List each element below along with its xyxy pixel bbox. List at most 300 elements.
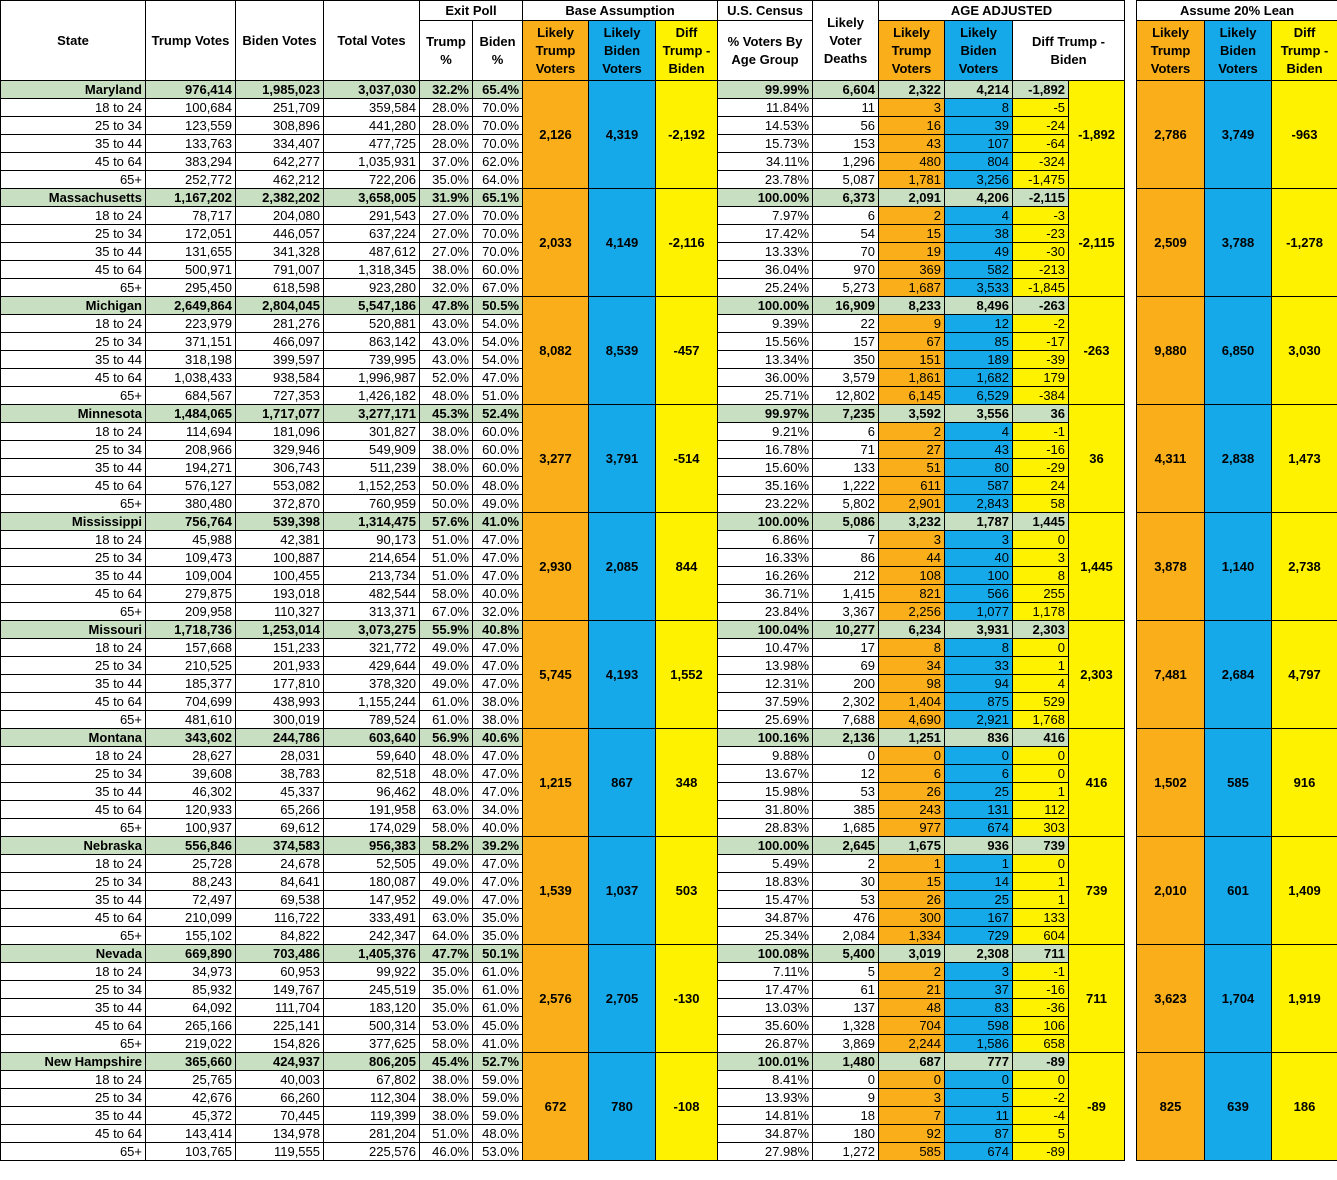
age-group: 35 to 44 [1,243,146,261]
adj-likely-trump: 2,256 [879,603,945,621]
adj-diff: 0 [1013,1071,1069,1089]
exit-trump-pct: 43.0% [420,351,473,369]
census-pct: 13.03% [718,999,813,1017]
biden-votes: 374,583 [236,837,324,855]
total-votes: 291,543 [324,207,420,225]
exit-trump-pct: 35.0% [420,999,473,1017]
adj-likely-biden: 1,682 [945,369,1013,387]
exit-trump-pct: 50.0% [420,495,473,513]
adj-likely-biden: 936 [945,837,1013,855]
voter-deaths: 7 [813,531,879,549]
adj-diff: 5 [1013,1125,1069,1143]
voter-deaths: 7,235 [813,405,879,423]
voter-deaths: 56 [813,117,879,135]
exit-trump-pct: 64.0% [420,927,473,945]
biden-votes: 1,985,023 [236,81,324,99]
census-pct: 34.11% [718,153,813,171]
adj-likely-biden: 25 [945,891,1013,909]
adj-likely-trump: 480 [879,153,945,171]
header-base-assumption: Base Assumption [523,1,718,21]
column-gap [1125,567,1137,585]
biden-votes: 341,328 [236,243,324,261]
census-pct: 100.00% [718,297,813,315]
voter-deaths: 0 [813,1071,879,1089]
census-pct: 16.78% [718,441,813,459]
trump-votes: 684,567 [146,387,236,405]
adj-diff: 3 [1013,549,1069,567]
exit-trump-pct: 51.0% [420,549,473,567]
total-votes: 549,909 [324,441,420,459]
voter-deaths: 70 [813,243,879,261]
base-likely-trump: 672 [523,1053,589,1161]
adj-likely-biden: 4 [945,423,1013,441]
adj-likely-trump: 2 [879,963,945,981]
biden-votes: 334,407 [236,135,324,153]
age-group: 65+ [1,819,146,837]
adj-likely-trump: 6,234 [879,621,945,639]
adj-diff-total: -263 [1069,297,1125,405]
total-votes: 180,087 [324,873,420,891]
voter-deaths: 3,367 [813,603,879,621]
trump-votes: 45,372 [146,1107,236,1125]
voter-deaths: 5,802 [813,495,879,513]
census-pct: 23.22% [718,495,813,513]
voter-deaths: 2,136 [813,729,879,747]
trump-votes: 120,933 [146,801,236,819]
column-gap [1125,117,1137,135]
exit-trump-pct: 28.0% [420,135,473,153]
trump-votes: 209,958 [146,603,236,621]
column-gap [1125,189,1137,207]
age-group: 45 to 64 [1,477,146,495]
voter-deaths: 385 [813,801,879,819]
total-votes: 511,239 [324,459,420,477]
adj-diff: 711 [1013,945,1069,963]
adj-likely-biden: 4,214 [945,81,1013,99]
census-pct: 100.01% [718,1053,813,1071]
total-votes: 637,224 [324,225,420,243]
exit-biden-pct: 50.1% [473,945,523,963]
adj-likely-trump: 6 [879,765,945,783]
total-votes: 477,725 [324,135,420,153]
voter-deaths: 3,579 [813,369,879,387]
adj-diff: -23 [1013,225,1069,243]
exit-trump-pct: 52.0% [420,369,473,387]
age-group: 18 to 24 [1,963,146,981]
column-gap [1125,963,1137,981]
adj-likely-trump: 98 [879,675,945,693]
voter-deaths: 6 [813,207,879,225]
adj-diff-total: 2,303 [1069,621,1125,729]
lean-likely-biden: 2,684 [1205,621,1272,729]
census-pct: 25.24% [718,279,813,297]
exit-biden-pct: 65.4% [473,81,523,99]
lean-likely-biden: 601 [1205,837,1272,945]
census-pct: 100.00% [718,189,813,207]
state-summary-row [1,837,1337,855]
census-pct: 25.34% [718,927,813,945]
table-body [1,81,1337,1161]
adj-likely-trump: 67 [879,333,945,351]
total-votes: 213,734 [324,567,420,585]
adj-likely-trump: 51 [879,459,945,477]
biden-votes: 204,080 [236,207,324,225]
exit-biden-pct: 51.0% [473,387,523,405]
age-group: 45 to 64 [1,693,146,711]
exit-trump-pct: 56.9% [420,729,473,747]
state-name: Nevada [1,945,146,963]
biden-votes: 116,722 [236,909,324,927]
total-votes: 119,399 [324,1107,420,1125]
trump-votes: 1,038,433 [146,369,236,387]
column-gap [1125,639,1137,657]
voter-deaths: 18 [813,1107,879,1125]
column-gap [1125,1143,1137,1161]
column-gap [1125,1125,1137,1143]
adj-diff: 1,178 [1013,603,1069,621]
adj-likely-biden: 167 [945,909,1013,927]
exit-trump-pct: 49.0% [420,657,473,675]
adj-diff-total: 36 [1069,405,1125,513]
column-gap [1125,549,1137,567]
voter-deaths: 1,328 [813,1017,879,1035]
trump-votes: 172,051 [146,225,236,243]
adj-diff: 658 [1013,1035,1069,1053]
adj-likely-trump: 1,251 [879,729,945,747]
exit-biden-pct: 59.0% [473,1107,523,1125]
state-summary-row [1,81,1337,99]
lean-likely-trump: 2,786 [1137,81,1205,189]
adj-likely-biden: 43 [945,441,1013,459]
total-votes: 1,035,931 [324,153,420,171]
age-group: 35 to 44 [1,783,146,801]
adj-likely-trump: 4,690 [879,711,945,729]
trump-votes: 219,022 [146,1035,236,1053]
base-likely-trump: 1,215 [523,729,589,837]
trump-votes: 46,302 [146,783,236,801]
adj-likely-trump: 2,244 [879,1035,945,1053]
adj-diff: 1 [1013,657,1069,675]
adj-likely-biden: 94 [945,675,1013,693]
exit-trump-pct: 27.0% [420,225,473,243]
adj-likely-trump: 15 [879,225,945,243]
age-group: 18 to 24 [1,423,146,441]
census-pct: 23.78% [718,171,813,189]
age-group: 18 to 24 [1,747,146,765]
adj-diff-total: -2,115 [1069,189,1125,297]
voter-deaths: 970 [813,261,879,279]
age-group: 65+ [1,1143,146,1161]
age-group: 65+ [1,1035,146,1053]
exit-trump-pct: 38.0% [420,261,473,279]
adj-diff: -2,115 [1013,189,1069,207]
header-base-trump: Likely Trump Voters [523,21,589,81]
biden-votes: 66,260 [236,1089,324,1107]
base-likely-trump: 2,126 [523,81,589,189]
column-gap [1125,1071,1137,1089]
adj-diff: -36 [1013,999,1069,1017]
column-gap [1125,819,1137,837]
voter-deaths: 157 [813,333,879,351]
adj-likely-trump: 34 [879,657,945,675]
exit-biden-pct: 35.0% [473,927,523,945]
exit-biden-pct: 61.0% [473,963,523,981]
adj-diff: 1,768 [1013,711,1069,729]
biden-votes: 201,933 [236,657,324,675]
trump-votes: 133,763 [146,135,236,153]
exit-biden-pct: 50.5% [473,297,523,315]
age-group: 45 to 64 [1,369,146,387]
trump-votes: 252,772 [146,171,236,189]
age-group: 45 to 64 [1,909,146,927]
biden-votes: 1,253,014 [236,621,324,639]
column-gap [1125,513,1137,531]
biden-votes: 149,767 [236,981,324,999]
base-diff: 348 [656,729,718,837]
adj-likely-biden: 6 [945,765,1013,783]
base-likely-biden: 2,085 [589,513,656,621]
column-gap [1125,603,1137,621]
voter-deaths: 200 [813,675,879,693]
total-votes: 3,037,030 [324,81,420,99]
state-summary-row [1,513,1337,531]
column-gap [1125,621,1137,639]
voter-deaths: 61 [813,981,879,999]
lean-diff: 2,738 [1272,513,1337,621]
adj-diff: -1,892 [1013,81,1069,99]
adj-likely-biden: 5 [945,1089,1013,1107]
age-group: 65+ [1,495,146,513]
adj-diff: -4 [1013,1107,1069,1125]
trump-votes: 103,765 [146,1143,236,1161]
adj-likely-biden: 566 [945,585,1013,603]
adj-diff: 58 [1013,495,1069,513]
adj-diff: 4 [1013,675,1069,693]
lean-diff: 3,030 [1272,297,1337,405]
adj-likely-biden: 37 [945,981,1013,999]
voter-deaths: 54 [813,225,879,243]
adj-likely-biden: 8 [945,639,1013,657]
exit-trump-pct: 48.0% [420,783,473,801]
trump-votes: 576,127 [146,477,236,495]
adj-diff: 106 [1013,1017,1069,1035]
total-votes: 99,922 [324,963,420,981]
age-group: 25 to 34 [1,333,146,351]
voter-deaths: 69 [813,657,879,675]
adj-diff-total: 739 [1069,837,1125,945]
trump-votes: 210,525 [146,657,236,675]
adj-diff: 1 [1013,873,1069,891]
column-gap [1125,477,1137,495]
census-pct: 13.98% [718,657,813,675]
exit-trump-pct: 49.0% [420,873,473,891]
total-votes: 313,371 [324,603,420,621]
age-group: 65+ [1,711,146,729]
column-gap [1125,927,1137,945]
column-gap [1125,441,1137,459]
column-gap [1125,351,1137,369]
age-group: 25 to 34 [1,1089,146,1107]
trump-votes: 64,092 [146,999,236,1017]
census-pct: 15.60% [718,459,813,477]
exit-trump-pct: 58.0% [420,585,473,603]
lean-likely-biden: 2,838 [1205,405,1272,513]
exit-trump-pct: 50.0% [420,477,473,495]
voter-deaths: 10,277 [813,621,879,639]
adj-likely-trump: 1,675 [879,837,945,855]
voter-deaths: 5,087 [813,171,879,189]
base-diff: -2,192 [656,81,718,189]
header-trump-votes: Trump Votes [146,1,236,81]
total-votes: 321,772 [324,639,420,657]
adj-likely-trump: 687 [879,1053,945,1071]
voter-deaths: 53 [813,783,879,801]
adj-likely-biden: 836 [945,729,1013,747]
base-likely-trump: 2,576 [523,945,589,1053]
voter-deaths: 86 [813,549,879,567]
age-group: 18 to 24 [1,207,146,225]
total-votes: 183,120 [324,999,420,1017]
adj-diff: -17 [1013,333,1069,351]
exit-trump-pct: 67.0% [420,603,473,621]
adj-likely-biden: 100 [945,567,1013,585]
trump-votes: 157,668 [146,639,236,657]
total-votes: 739,995 [324,351,420,369]
age-group: 25 to 34 [1,225,146,243]
total-votes: 214,654 [324,549,420,567]
trump-votes: 72,497 [146,891,236,909]
adj-likely-trump: 7 [879,1107,945,1125]
adj-likely-trump: 48 [879,999,945,1017]
exit-trump-pct: 49.0% [420,855,473,873]
age-group: 35 to 44 [1,999,146,1017]
lean-likely-biden: 3,749 [1205,81,1272,189]
census-pct: 6.86% [718,531,813,549]
exit-trump-pct: 37.0% [420,153,473,171]
adj-diff: -1 [1013,423,1069,441]
census-pct: 15.98% [718,783,813,801]
base-likely-trump: 2,930 [523,513,589,621]
census-pct: 17.42% [718,225,813,243]
total-votes: 96,462 [324,783,420,801]
exit-biden-pct: 48.0% [473,477,523,495]
trump-votes: 976,414 [146,81,236,99]
exit-trump-pct: 47.8% [420,297,473,315]
age-group: 25 to 34 [1,117,146,135]
adj-diff: 24 [1013,477,1069,495]
voter-deaths: 5,086 [813,513,879,531]
adj-diff: 416 [1013,729,1069,747]
adj-diff: 2,303 [1013,621,1069,639]
exit-biden-pct: 47.0% [473,369,523,387]
biden-votes: 466,097 [236,333,324,351]
adj-diff: 1 [1013,783,1069,801]
adj-likely-trump: 369 [879,261,945,279]
exit-biden-pct: 41.0% [473,513,523,531]
adj-likely-biden: 4 [945,207,1013,225]
voter-deaths: 12,802 [813,387,879,405]
census-pct: 18.83% [718,873,813,891]
biden-votes: 70,445 [236,1107,324,1125]
biden-votes: 84,822 [236,927,324,945]
exit-trump-pct: 38.0% [420,1107,473,1125]
voter-deaths: 30 [813,873,879,891]
exit-biden-pct: 39.2% [473,837,523,855]
column-gap [1125,999,1137,1017]
column-gap [1125,729,1137,747]
lean-diff: -963 [1272,81,1337,189]
adj-likely-trump: 1,781 [879,171,945,189]
census-pct: 99.99% [718,81,813,99]
adj-diff: -3 [1013,207,1069,225]
adj-likely-biden: 14 [945,873,1013,891]
state-name: Michigan [1,297,146,315]
exit-biden-pct: 70.0% [473,135,523,153]
column-gap [1125,153,1137,171]
lean-diff: 186 [1272,1053,1337,1161]
census-pct: 36.00% [718,369,813,387]
exit-biden-pct: 70.0% [473,243,523,261]
age-group: 35 to 44 [1,1107,146,1125]
exit-biden-pct: 45.0% [473,1017,523,1035]
base-diff: 1,552 [656,621,718,729]
trump-votes: 45,988 [146,531,236,549]
adj-likely-biden: 87 [945,1125,1013,1143]
exit-trump-pct: 47.7% [420,945,473,963]
biden-votes: 539,398 [236,513,324,531]
exit-biden-pct: 35.0% [473,909,523,927]
adj-likely-trump: 2,091 [879,189,945,207]
base-likely-biden: 2,705 [589,945,656,1053]
adj-likely-trump: 9 [879,315,945,333]
base-diff: 503 [656,837,718,945]
census-pct: 36.71% [718,585,813,603]
adj-likely-biden: 3,533 [945,279,1013,297]
column-gap [1125,747,1137,765]
adj-likely-biden: 2,921 [945,711,1013,729]
adj-likely-trump: 2 [879,423,945,441]
adj-likely-biden: 80 [945,459,1013,477]
base-diff: -130 [656,945,718,1053]
exit-trump-pct: 46.0% [420,1143,473,1161]
exit-trump-pct: 38.0% [420,423,473,441]
column-gap [1125,765,1137,783]
age-group: 18 to 24 [1,531,146,549]
exit-biden-pct: 47.0% [473,891,523,909]
adj-likely-trump: 6,145 [879,387,945,405]
column-gap [1125,981,1137,999]
exit-biden-pct: 61.0% [473,981,523,999]
column-gap [1125,711,1137,729]
census-pct: 13.67% [718,765,813,783]
lean-likely-trump: 3,623 [1137,945,1205,1053]
lean-likely-biden: 639 [1205,1053,1272,1161]
adj-likely-biden: 3,256 [945,171,1013,189]
census-pct: 13.33% [718,243,813,261]
exit-biden-pct: 60.0% [473,459,523,477]
adj-likely-biden: 2,843 [945,495,1013,513]
column-gap [1125,855,1137,873]
total-votes: 482,544 [324,585,420,603]
base-diff: 844 [656,513,718,621]
voter-deaths: 6 [813,423,879,441]
biden-votes: 308,896 [236,117,324,135]
column-gap [1125,459,1137,477]
age-group: 45 to 64 [1,585,146,603]
total-votes: 429,644 [324,657,420,675]
column-gap [1125,387,1137,405]
trump-votes: 143,414 [146,1125,236,1143]
